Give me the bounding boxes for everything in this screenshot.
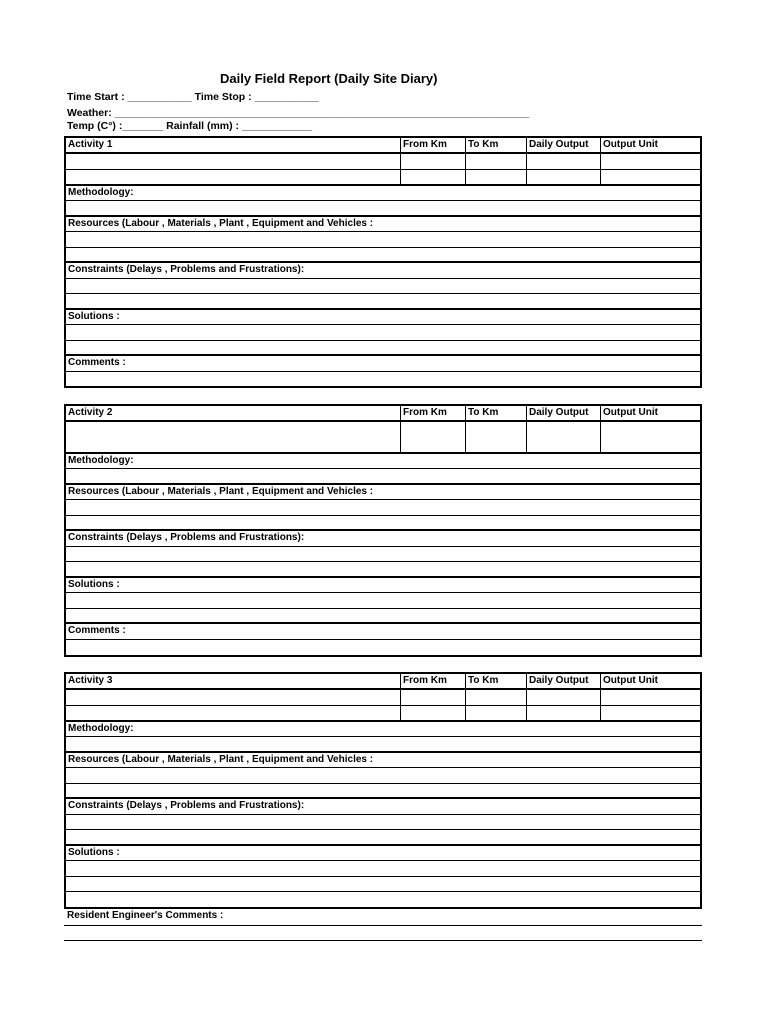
entry-line[interactable] — [66, 609, 700, 625]
comment-line[interactable] — [64, 940, 702, 941]
data-entry-row[interactable] — [66, 422, 700, 454]
entry-line[interactable] — [66, 768, 700, 784]
resources-label-row — [66, 485, 700, 501]
solutions-label: Solutions : — [68, 310, 120, 322]
from-km-header: From Km — [401, 138, 466, 152]
data-entry-row[interactable] — [66, 706, 700, 722]
output-unit-header: Output Unit — [603, 139, 658, 150]
comment-line[interactable] — [64, 925, 702, 926]
entry-line[interactable] — [66, 784, 700, 800]
temp-rainfall-line[interactable]: Temp (C°) :_______ Rainfall (mm) : ____________ — [67, 120, 313, 132]
resources-label: Resources (Labour , Materials , Plant , Equipment and Vehicles : — [68, 217, 374, 229]
entry-line[interactable] — [66, 232, 700, 248]
entry-line[interactable] — [66, 201, 700, 217]
daily-output-header: Daily Output — [527, 406, 601, 420]
entry-line[interactable] — [66, 593, 700, 609]
methodology-label: Methodology: — [68, 454, 134, 466]
constraints-label: Constraints (Delays , Problems and Frustrations): — [68, 800, 305, 811]
constraints-label-row — [66, 799, 700, 815]
page-title: Daily Field Report (Daily Site Diary) — [220, 71, 438, 86]
resources-label-row — [66, 753, 700, 769]
entry-line[interactable] — [66, 279, 700, 295]
weather-line[interactable]: Weather: _______________________________________________________________________ — [67, 107, 530, 119]
solutions-label: Solutions : — [68, 846, 120, 858]
to-km-header: To Km — [466, 138, 527, 152]
entry-line[interactable] — [66, 737, 700, 753]
entry-line[interactable] — [66, 815, 700, 831]
entry-line[interactable] — [66, 547, 700, 563]
daily-output-header: Daily Output — [527, 674, 601, 688]
data-entry-row[interactable] — [66, 690, 700, 706]
solutions-label-row — [66, 846, 700, 862]
daily-output-header: Daily Output — [527, 138, 601, 152]
comments-label: Comments : — [68, 625, 126, 636]
data-entry-row[interactable] — [66, 154, 700, 170]
activity-header-row — [66, 138, 700, 154]
output-unit-header: Output Unit — [603, 407, 658, 418]
to-km-header: To Km — [466, 674, 527, 688]
resources-label: Resources (Labour , Materials , Plant , Equipment and Vehicles : — [68, 485, 374, 497]
entry-line[interactable] — [66, 640, 700, 656]
resident-engineer-comments-label: Resident Engineer's Comments : — [67, 910, 224, 921]
comments-label: Comments : — [68, 357, 126, 368]
entry-line[interactable] — [66, 469, 700, 485]
activity-header-row — [66, 406, 700, 422]
entry-line[interactable] — [66, 248, 700, 264]
to-km-header: To Km — [466, 406, 527, 420]
entry-line[interactable] — [66, 325, 700, 341]
activity-2-block — [64, 404, 702, 657]
data-entry-row[interactable] — [66, 170, 700, 186]
from-km-header: From Km — [401, 406, 466, 420]
activity-1-block — [64, 136, 702, 388]
entry-line[interactable] — [66, 562, 700, 578]
entry-line[interactable] — [66, 892, 700, 908]
activity-label: Activity 2 — [66, 406, 401, 420]
constraints-label: Constraints (Delays , Problems and Frustrations): — [68, 264, 305, 275]
methodology-label-row — [66, 722, 700, 738]
entry-line[interactable] — [66, 500, 700, 516]
time-line[interactable]: Time Start : ___________ Time Stop : ___________ — [67, 91, 319, 103]
solutions-label-row — [66, 578, 700, 594]
from-km-header: From Km — [401, 674, 466, 688]
resources-label: Resources (Labour , Materials , Plant , Equipment and Vehicles : — [68, 753, 374, 765]
methodology-label: Methodology: — [68, 722, 134, 734]
entry-line[interactable] — [66, 516, 700, 532]
methodology-label-row — [66, 454, 700, 470]
methodology-label-row — [66, 186, 700, 202]
resources-label-row — [66, 217, 700, 233]
entry-line[interactable] — [66, 830, 700, 846]
entry-line[interactable] — [66, 877, 700, 893]
constraints-label: Constraints (Delays , Problems and Frustrations): — [68, 532, 305, 543]
comments-label-row — [66, 356, 700, 372]
entry-line[interactable] — [66, 372, 700, 388]
activity-header-row — [66, 674, 700, 690]
entry-line[interactable] — [66, 294, 700, 310]
solutions-label: Solutions : — [68, 578, 120, 590]
constraints-label-row — [66, 263, 700, 279]
output-unit-header: Output Unit — [603, 675, 658, 686]
activity-label: Activity 1 — [66, 138, 401, 152]
activity-3-block — [64, 672, 702, 909]
comments-label-row — [66, 624, 700, 640]
entry-line[interactable] — [66, 341, 700, 357]
methodology-label: Methodology: — [68, 186, 134, 198]
constraints-label-row — [66, 531, 700, 547]
activity-label: Activity 3 — [66, 674, 401, 688]
entry-line[interactable] — [66, 861, 700, 877]
solutions-label-row — [66, 310, 700, 326]
